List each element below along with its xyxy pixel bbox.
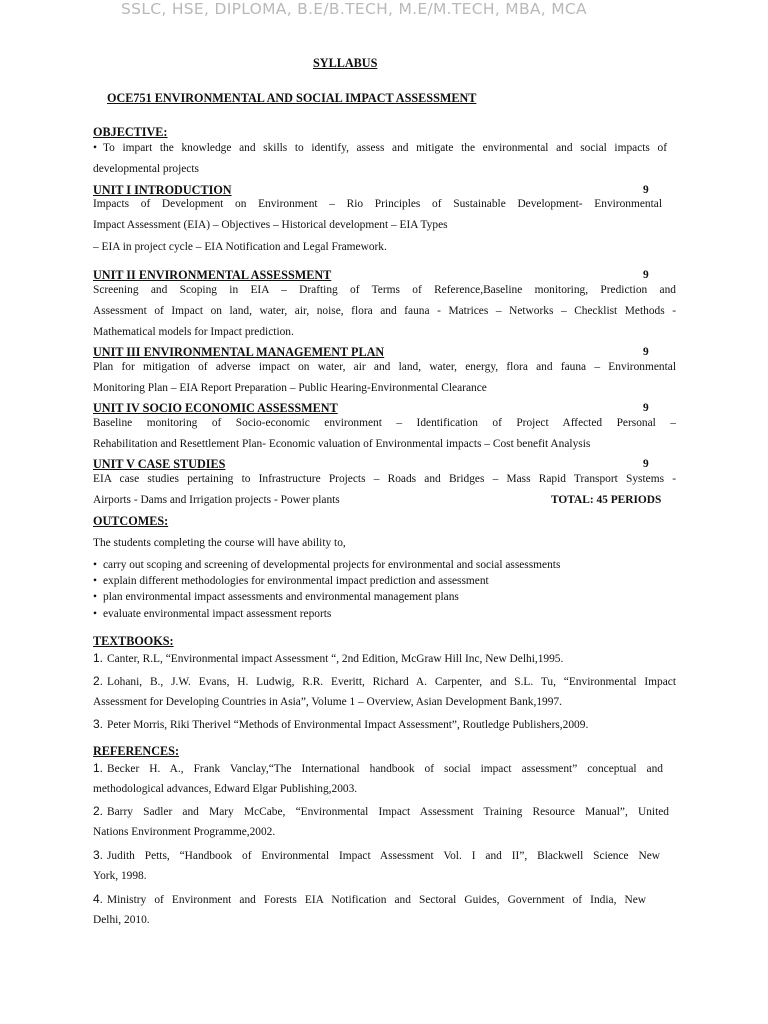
unit-5-line-2: Airports - Dams and Irrigation projects - Power plants	[93, 494, 340, 506]
outcome-item: • explain different methodologies for environmental impact prediction and assessment	[93, 574, 489, 588]
list-number: 4.	[93, 892, 104, 906]
reference-item	[93, 804, 669, 819]
reference-continuation: methodological advances, Edward Elgar Publishing,2003.	[93, 783, 358, 795]
unit-4-line-2: Rehabilitation and Resettlement Plan- Economic valuation of Environmental impacts – Cost benefit Analysis	[93, 438, 591, 450]
unit-3-hours: 9	[643, 346, 649, 358]
outcomes-intro: The students completing the course will have ability to,	[93, 537, 346, 549]
unit-2-line-1: Screening and Scoping in EIA – Drafting of Terms of Reference,Baseline monitoring, Prediction and	[93, 284, 676, 296]
unit-3-heading: UNIT III ENVIRONMENTAL MANAGEMENT PLAN	[93, 345, 385, 359]
reference-item	[93, 848, 660, 863]
unit-4-heading: UNIT IV SOCIO ECONOMIC ASSESSMENT	[93, 401, 338, 415]
outcome-item: • evaluate environmental impact assessment reports	[93, 607, 331, 621]
reference-text: Ministry of Environment and Forests EIA Notification and Sectoral Guides, Government of India, New	[107, 894, 646, 906]
objective-heading: OBJECTIVE:	[93, 125, 168, 139]
objective-line-2: developmental projects	[93, 163, 199, 175]
textbook-text: Canter, R.L, “Environmental impact Assessment “, 2nd Edition, McGraw Hill Inc, New Delhi,1995.	[107, 653, 564, 665]
unit-2-line-3: Mathematical models for Impact prediction.	[93, 326, 294, 338]
outcome-item: • plan environmental impact assessments and environmental management plans	[93, 590, 459, 604]
unit-1-line-2: Impact Assessment (EIA) – Objectives – Historical development – EIA Types	[93, 219, 448, 231]
list-number: 2.	[93, 674, 104, 688]
textbook-continuation: Assessment for Developing Countries in Asia”, Volume 1 – Overview, Asian Development Bank,1997.	[93, 696, 562, 708]
list-number: 1.	[93, 651, 104, 665]
reference-continuation: Nations Environment Programme,2002.	[93, 826, 276, 838]
reference-text: Judith Petts, “Handbook of Environmental Impact Assessment Vol. I and II”, Blackwell Science New	[107, 850, 660, 862]
unit-1-line-1: Impacts of Development on Environment – Rio Principles of Sustainable Development- Environmental	[93, 198, 662, 210]
outcomes-heading: OUTCOMES:	[93, 514, 169, 528]
reference-continuation: Delhi, 2010.	[93, 914, 150, 926]
unit-3-line-2: Monitoring Plan – EIA Report Preparation – Public Hearing-Environmental Clearance	[93, 382, 487, 394]
unit-2-hours: 9	[643, 269, 649, 281]
list-number: 2.	[93, 804, 104, 818]
course-title: OCE751 ENVIRONMENTAL AND SOCIAL IMPACT ASSESSMENT	[107, 91, 477, 105]
unit-2-heading: UNIT II ENVIRONMENTAL ASSESSMENT	[93, 268, 332, 282]
textbook-text: Lohani, B., J.W. Evans, H. Ludwig, R.R. Everitt, Richard A. Carpenter, and S.L. Tu, “Environmental Impact	[107, 676, 676, 688]
reference-item	[93, 892, 646, 907]
textbook-item	[93, 674, 676, 689]
unit-3-line-1: Plan for mitigation of adverse impact on water, air and land, water, energy, flora and fauna – Environmental	[93, 361, 676, 373]
unit-5-hours: 9	[643, 458, 649, 470]
unit-4-line-1: Baseline monitoring of Socio-economic environment – Identification of Project Affected Personal –	[93, 417, 676, 429]
unit-1-line-3: – EIA in project cycle – EIA Notification and Legal Framework.	[93, 241, 387, 253]
textbook-item	[93, 717, 588, 732]
objective-line-1: • To impart the knowledge and skills to identify, assess and mitigate the environmental and social impacts of	[93, 141, 667, 155]
textbook-item	[93, 651, 563, 666]
list-number: 1.	[93, 761, 104, 775]
unit-5-line-1: EIA case studies pertaining to Infrastructure Projects – Roads and Bridges – Mass Rapid Transport Systems -	[93, 473, 676, 485]
reference-text: Becker H. A., Frank Vanclay,“The International handbook of social impact assessment” conceptual and	[107, 763, 663, 775]
syllabus-title: SYLLABUS	[313, 56, 378, 70]
total-periods: TOTAL: 45 PERIODS	[551, 494, 662, 506]
unit-1-heading: UNIT I INTRODUCTION	[93, 183, 232, 197]
outcome-item: • carry out scoping and screening of developmental projects for environmental and social assessments	[93, 558, 560, 572]
list-number: 3.	[93, 848, 104, 862]
reference-item	[93, 761, 663, 776]
header-watermark: SSLC, HSE, DIPLOMA, B.E/B.TECH, M.E/M.TECH, MBA, MCA	[121, 0, 587, 18]
unit-4-hours: 9	[643, 402, 649, 414]
unit-5-heading: UNIT V CASE STUDIES	[93, 457, 226, 471]
textbook-text: Peter Morris, Riki Therivel “Methods of Environmental Impact Assessment”, Routledge Publishers,2009.	[107, 719, 589, 731]
references-heading: REFERENCES:	[93, 744, 180, 758]
reference-continuation: York, 1998.	[93, 870, 147, 882]
unit-1-hours: 9	[643, 184, 649, 196]
reference-text: Barry Sadler and Mary McCabe, “Environmental Impact Assessment Training Resource Manual”, United	[107, 806, 669, 818]
textbooks-heading: TEXTBOOKS:	[93, 634, 174, 648]
unit-2-line-2: Assessment of Impact on land, water, air, noise, flora and fauna - Matrices – Networks – Checklist Methods -	[93, 305, 676, 317]
list-number: 3.	[93, 717, 104, 731]
